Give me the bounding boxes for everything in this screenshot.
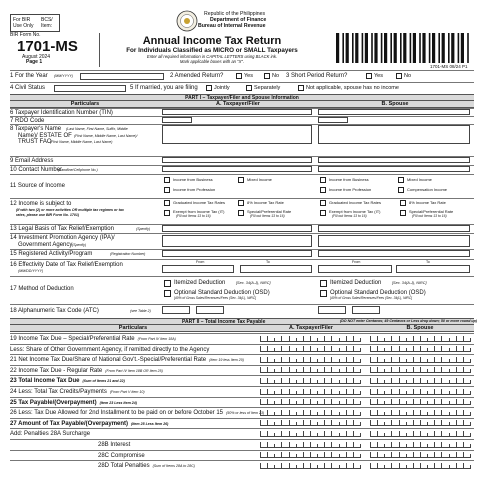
- name-hint-3: (First Name, Middle Name, Last Name): [50, 140, 113, 144]
- amount-taxpayer-input[interactable]: [260, 389, 360, 395]
- amount-taxpayer-input[interactable]: [260, 431, 360, 437]
- ipa-agency-label: Government Agency: [18, 242, 73, 248]
- sp-mixed-checkbox[interactable]: [398, 177, 404, 183]
- tp-itemized-checkbox[interactable]: [164, 280, 171, 287]
- part2-line-hint: (Sum of Items 21 and 22): [82, 379, 125, 384]
- atc-label: 18 Alphanumeric Tax Code (ATC): [10, 308, 99, 314]
- amount-taxpayer-input[interactable]: [260, 346, 360, 352]
- part2-col-taxpayer: A. Taxpayer/Filer: [256, 325, 366, 332]
- barcode: [336, 33, 472, 63]
- sp-business-label: Income from Business: [329, 177, 369, 182]
- name-label: 8 Taxpayer's Name: [10, 126, 62, 132]
- tp-osd-hint: [40% of Gross Sales/Revenues/Fees (Sec. 34(L), NIRC]: [174, 296, 257, 300]
- sp-compensation-checkbox[interactable]: [398, 187, 404, 193]
- for-the-year-hint: (MM/YYYY): [54, 74, 73, 78]
- form-page-no: Page 1: [26, 59, 43, 65]
- name-taxpayer-input[interactable]: [162, 125, 312, 144]
- amended-no-label: No: [272, 73, 280, 79]
- tp-to-label: To: [266, 260, 270, 264]
- tp-to-date-input[interactable]: [240, 265, 312, 273]
- sp-graduated-label: Graduated Income Tax Rates: [329, 200, 381, 205]
- sp-osd-hint: [40% of Gross Sales/Revenues/Fees (Sec. 34(L), NIRC]: [330, 296, 413, 300]
- atc-taxpayer-input-1[interactable]: [162, 306, 190, 314]
- department-text: Department of Finance: [210, 17, 267, 23]
- legal-basis-hint: (Specify): [136, 227, 151, 231]
- income-subject-note-2: rates, please use BIR Form No. 1701): [16, 213, 80, 217]
- amount-taxpayer-input[interactable]: [260, 420, 360, 426]
- amended-yes-label: Yes: [244, 73, 253, 79]
- contact-spouse-input[interactable]: [318, 166, 470, 172]
- part2-line-hint: (Item 23 Less Item 24): [99, 400, 137, 405]
- part2-line-label: Add: Penalties 28A Surcharge: [10, 431, 91, 438]
- form-no-label: BIR Form No.: [10, 32, 41, 38]
- tp-exempt-label: Exempt from Income Tax (IT): [173, 209, 225, 214]
- amount-spouse-input[interactable]: [370, 463, 470, 469]
- part2-line-label: 28D Total Penalties (Sum of Items 28A to 28C): [98, 463, 196, 470]
- amount-taxpayer-input[interactable]: [260, 357, 360, 363]
- part2-line-label: 26 Less: Tax Due Allowed for 2nd Installment to be paid on or before October 15 (50% or less of Item 23): [10, 410, 265, 417]
- source-of-income-label: 11 Source of Income: [10, 183, 65, 189]
- short-period-yes-label: Yes: [374, 73, 383, 79]
- part2-line-hint: (From Part IV Item 18B OR Item 25): [105, 368, 163, 373]
- bcs-item-label: BCS/ Item:: [41, 17, 53, 29]
- part2-line-label: 24 Less: Total Tax Credits/Payments (From Part V Item 10): [10, 389, 145, 395]
- for-the-year-input[interactable]: [80, 73, 164, 80]
- part2-col-particulars: Particulars: [10, 325, 256, 332]
- rdo-taxpayer-input[interactable]: [162, 117, 192, 123]
- registered-activity-spouse-input[interactable]: [318, 250, 470, 257]
- effectivity-date-hint: (MM/DD/YYYY): [18, 269, 44, 273]
- sp-from-label: From: [352, 260, 361, 264]
- tp-special-hint: (Fill out Items 13 to 16): [250, 214, 285, 218]
- amount-spouse-input[interactable]: [370, 399, 470, 405]
- sp-itemized-hint: [Sec. 34(A-J), NIRC]: [392, 281, 427, 285]
- tin-spouse-input[interactable]: [318, 109, 470, 115]
- ipa-taxpayer-input[interactable]: [162, 235, 312, 247]
- amount-spouse-input[interactable]: [370, 431, 470, 437]
- contact-label: 10 Contact Number: [10, 167, 63, 173]
- sp-to-date-input[interactable]: [396, 265, 470, 273]
- part2-line-label: 27 Amount of Tax Payable/(Overpayment) (Item 25 Less Item 26): [10, 420, 169, 427]
- part2-title: PART II – Total Income Tax Payable: [182, 319, 266, 325]
- part2-line-hint: (Sum of Items 28A to 28C): [152, 464, 196, 469]
- republic-text: Republic of the Philippines: [204, 11, 266, 17]
- ipa-hint: (Specify): [72, 243, 87, 247]
- part2-line-label: 28C Compromise: [98, 452, 145, 459]
- part2-col-spouse: B. Spouse: [366, 325, 474, 332]
- form-number-box: [10, 33, 100, 67]
- amount-spouse-input[interactable]: [370, 336, 470, 342]
- part1-col-particulars: Particulars: [10, 101, 160, 108]
- tp-from-date-input[interactable]: [162, 265, 234, 273]
- sp-profession-checkbox[interactable]: [320, 187, 326, 193]
- instruction-line-2: Mark applicable boxes with an "X".: [179, 59, 245, 64]
- rdo-spouse-input[interactable]: [318, 117, 348, 123]
- tp-from-label: From: [196, 260, 205, 264]
- separately-checkbox[interactable]: [246, 85, 252, 91]
- method-deduction-label: 17 Method of Deduction: [10, 286, 74, 292]
- sp-mixed-label: Mixed Income: [407, 177, 432, 182]
- separately-label: Separately: [254, 85, 281, 91]
- effectivity-date-label: 16 Effectivity Date of Tax Relief/Exemption: [10, 262, 123, 268]
- bir-seal-logo: [176, 10, 198, 32]
- registered-activity-hint: (Registration Number): [110, 252, 146, 256]
- rdo-label: 7 RDO Code: [10, 118, 45, 124]
- amended-return-label: 2 Amended Return?: [170, 73, 224, 79]
- jointly-label: Jointly: [214, 85, 230, 91]
- tp-profession-checkbox[interactable]: [164, 187, 170, 193]
- tp-exempt-hint: (Fill out Items 13 to 16): [176, 214, 211, 218]
- tp-special-checkbox[interactable]: [238, 210, 244, 216]
- atc-spouse-input-2[interactable]: [352, 306, 380, 314]
- form-number: 1701-MS: [17, 38, 78, 55]
- tp-profession-label: Income from Profession: [173, 187, 216, 192]
- row-rdo: [10, 116, 474, 124]
- legal-basis-taxpayer-input[interactable]: [162, 225, 312, 232]
- not-applicable-label: Not applicable, spouse has no income: [306, 85, 399, 91]
- part1-col-spouse: B. Spouse: [316, 101, 474, 108]
- sp-special-label: Special/Preferential Rate: [409, 209, 454, 214]
- tp-graduated-checkbox[interactable]: [164, 200, 170, 206]
- tp-mixed-label: Mixed Income: [247, 177, 272, 182]
- short-period-no-checkbox[interactable]: [396, 73, 402, 79]
- name-hint-2: (First Name, Middle Name, Last Name)/: [74, 134, 138, 138]
- sp-graduated-checkbox[interactable]: [320, 200, 326, 206]
- amount-spouse-input[interactable]: [370, 378, 470, 384]
- sp-itemized-label: Itemized Deduction: [330, 280, 382, 286]
- sp-itemized-checkbox[interactable]: [320, 280, 327, 287]
- amount-spouse-input[interactable]: [370, 410, 470, 416]
- part2-line-label: 22 Income Tax Due - Regular Rate (From Part IV Item 18B OR Item 25): [10, 367, 163, 374]
- amount-spouse-input[interactable]: [370, 442, 470, 448]
- bir-use-only-label: For BIR Use Only: [13, 17, 34, 29]
- amount-taxpayer-input[interactable]: [260, 463, 360, 469]
- form-edition: August 2024: [22, 54, 51, 60]
- email-label: 9 Email Address: [10, 158, 54, 164]
- tp-osd-checkbox[interactable]: [164, 290, 171, 297]
- jointly-checkbox[interactable]: [206, 85, 212, 91]
- amount-spouse-input[interactable]: [370, 367, 470, 373]
- sp-compensation-label: Compensation Income: [407, 187, 448, 192]
- tp-business-checkbox[interactable]: [164, 177, 170, 183]
- row-4-5: [10, 82, 474, 93]
- email-spouse-input[interactable]: [318, 157, 470, 163]
- part2-line-hint: (From Part V Item 10): [109, 390, 145, 394]
- amount-taxpayer-input[interactable]: [260, 399, 360, 405]
- sp-special-checkbox[interactable]: [400, 210, 406, 216]
- atc-hint: (see Table 2): [130, 309, 151, 313]
- sp-exempt-hint: (Fill out Items 13 to 16): [332, 214, 367, 218]
- amount-taxpayer-input[interactable]: [260, 336, 360, 342]
- sp-exempt-label: Exempt from Income Tax (IT): [329, 209, 381, 214]
- legal-basis-label: 13 Legal Basis of Tax Relief/Exemption: [10, 226, 114, 232]
- tp-osd-label: Optional Standard Deduction (OSD): [174, 290, 270, 296]
- for-the-year-label: 1 For the Year: [10, 73, 48, 79]
- row-1-3: [10, 70, 474, 81]
- sp-8pct-checkbox[interactable]: [400, 200, 406, 206]
- tp-8pct-label: 8% Income Tax Rate: [247, 200, 284, 205]
- sp-profession-label: Income from Profession: [329, 187, 372, 192]
- sp-from-date-input[interactable]: [318, 265, 392, 273]
- bureau-text: Bureau of Internal Revenue: [198, 23, 266, 29]
- income-subject-label: 12 Income is subject to: [10, 201, 72, 207]
- registered-activity-taxpayer-input[interactable]: [162, 250, 312, 257]
- trust-fao-label: TRUST FAO: [18, 139, 52, 145]
- civil-status-input[interactable]: [54, 85, 126, 92]
- amount-taxpayer-input[interactable]: [260, 452, 360, 458]
- row-atc: [10, 304, 474, 318]
- contact-taxpayer-input[interactable]: [162, 166, 312, 172]
- tp-special-label: Special/Preferential Rate: [247, 209, 292, 214]
- part2-line-label: 28B Interest: [98, 442, 131, 448]
- amount-taxpayer-input[interactable]: [260, 367, 360, 373]
- sp-exempt-checkbox[interactable]: [320, 210, 326, 216]
- sp-special-hint: (Fill out Items 13 to 16): [412, 214, 447, 218]
- part1-col-taxpayer: A. Taxpayer/Filer: [160, 101, 316, 108]
- amount-spouse-input[interactable]: [370, 346, 470, 352]
- atc-taxpayer-input-2[interactable]: [196, 306, 224, 314]
- amount-spouse-input[interactable]: [370, 420, 470, 426]
- ipa-spouse-input[interactable]: [318, 235, 470, 247]
- atc-spouse-input-1[interactable]: [318, 306, 346, 314]
- part2-line-label: 19 Income Tax Due – Special/Preferential Rate (From Part IV Item 18A): [10, 336, 176, 342]
- sp-business-checkbox[interactable]: [320, 177, 326, 183]
- ipa-label: 14 Investment Promotion Agency (IPA)/: [10, 235, 115, 241]
- tp-8pct-checkbox[interactable]: [238, 200, 244, 206]
- income-subject-note-1: (If with two (2) or more activities OR multiple tax regimes or tax: [16, 208, 124, 212]
- part2-line-hint: (Item 25 Less Item 26): [131, 421, 169, 426]
- amount-taxpayer-input[interactable]: [260, 378, 360, 384]
- part2-line-label: 23 Total Income Tax Due (Sum of Items 21 and 22): [10, 378, 125, 385]
- part2-line-hint: (From Part IV Item 18A): [137, 337, 176, 341]
- part1-title: PART I – Taxpayer/Filer and Spouse Information: [10, 94, 474, 101]
- amended-no-checkbox[interactable]: [264, 73, 270, 79]
- registered-activity-label: 15 Registered Activity/Program: [10, 251, 93, 257]
- bir-use-only-box: [10, 14, 60, 32]
- legal-basis-spouse-input[interactable]: [318, 225, 470, 232]
- short-period-label: 3 Short Period Return?: [286, 73, 348, 79]
- sp-8pct-label: 8% Income Tax Rate: [409, 200, 446, 205]
- part2-line-label: 21 Net Income Tax Due/Share of National Gov't.-Special/Preferential Rate (Item 19 less Item 20): [10, 357, 244, 364]
- estate-of-label: Name)/ ESTATE OF: [18, 133, 72, 139]
- amount-taxpayer-input[interactable]: [260, 442, 360, 448]
- short-period-yes-checkbox[interactable]: [366, 73, 372, 79]
- sp-osd-checkbox[interactable]: [320, 290, 327, 297]
- tp-business-label: Income from Business: [173, 177, 213, 182]
- tp-itemized-hint: [Sec. 34(A-J), NIRC]: [236, 281, 271, 285]
- instruction-line-1: Enter all required information in CAPITAL LETTERS using BLACK ink.: [146, 54, 278, 59]
- sp-osd-label: Optional Standard Deduction (OSD): [330, 290, 426, 296]
- tin-taxpayer-input[interactable]: [162, 109, 312, 115]
- not-applicable-checkbox[interactable]: [298, 85, 304, 91]
- part2-line-label: 25 Tax Payable/(Overpayment) (Item 23 Less Item 24): [10, 399, 137, 406]
- tp-exempt-checkbox[interactable]: [164, 210, 170, 216]
- form-subtitle: For Individuals Classified as MICRO or SMALL Taxpayers: [126, 47, 298, 54]
- part2-line-hint: (Item 19 less Item 20): [209, 358, 244, 363]
- form-title: Annual Income Tax Return: [142, 35, 282, 47]
- email-taxpayer-input[interactable]: [162, 157, 312, 163]
- barcode-code: 1701-MS 08/24 P1: [430, 64, 468, 69]
- civil-status-label: 4 Civil Status: [10, 85, 46, 91]
- sp-to-label: To: [426, 260, 430, 264]
- contact-hint: (Landline/Cellphone No.): [58, 168, 98, 172]
- amount-spouse-input[interactable]: [370, 389, 470, 395]
- amended-yes-checkbox[interactable]: [236, 73, 242, 79]
- name-hint-1: (Last Name, First Name, Suffix, Middle: [66, 127, 128, 131]
- part2-line-label: Less: Share of Other Government Agency, if remitted directly to the Agency: [10, 346, 210, 353]
- tin-label: 6 Taxpayer Identification Number (TIN): [10, 110, 113, 116]
- amount-spouse-input[interactable]: [370, 452, 470, 458]
- filing-status-label: 5 If married, you are filing: [130, 85, 198, 91]
- tp-itemized-label: Itemized Deduction: [174, 280, 226, 286]
- name-spouse-input[interactable]: [318, 125, 470, 144]
- short-period-no-label: No: [404, 73, 412, 79]
- part2-note: (DO NOT enter Centavos; 49 Centavos or Less drop down; 50 or more round up): [340, 319, 477, 323]
- amount-spouse-input[interactable]: [370, 357, 470, 363]
- tp-mixed-checkbox[interactable]: [238, 177, 244, 183]
- amount-taxpayer-input[interactable]: [260, 410, 360, 416]
- part2-line-hint: (50% or less of Item 23): [226, 411, 265, 416]
- tp-graduated-label: Graduated Income Tax Rates: [173, 200, 225, 205]
